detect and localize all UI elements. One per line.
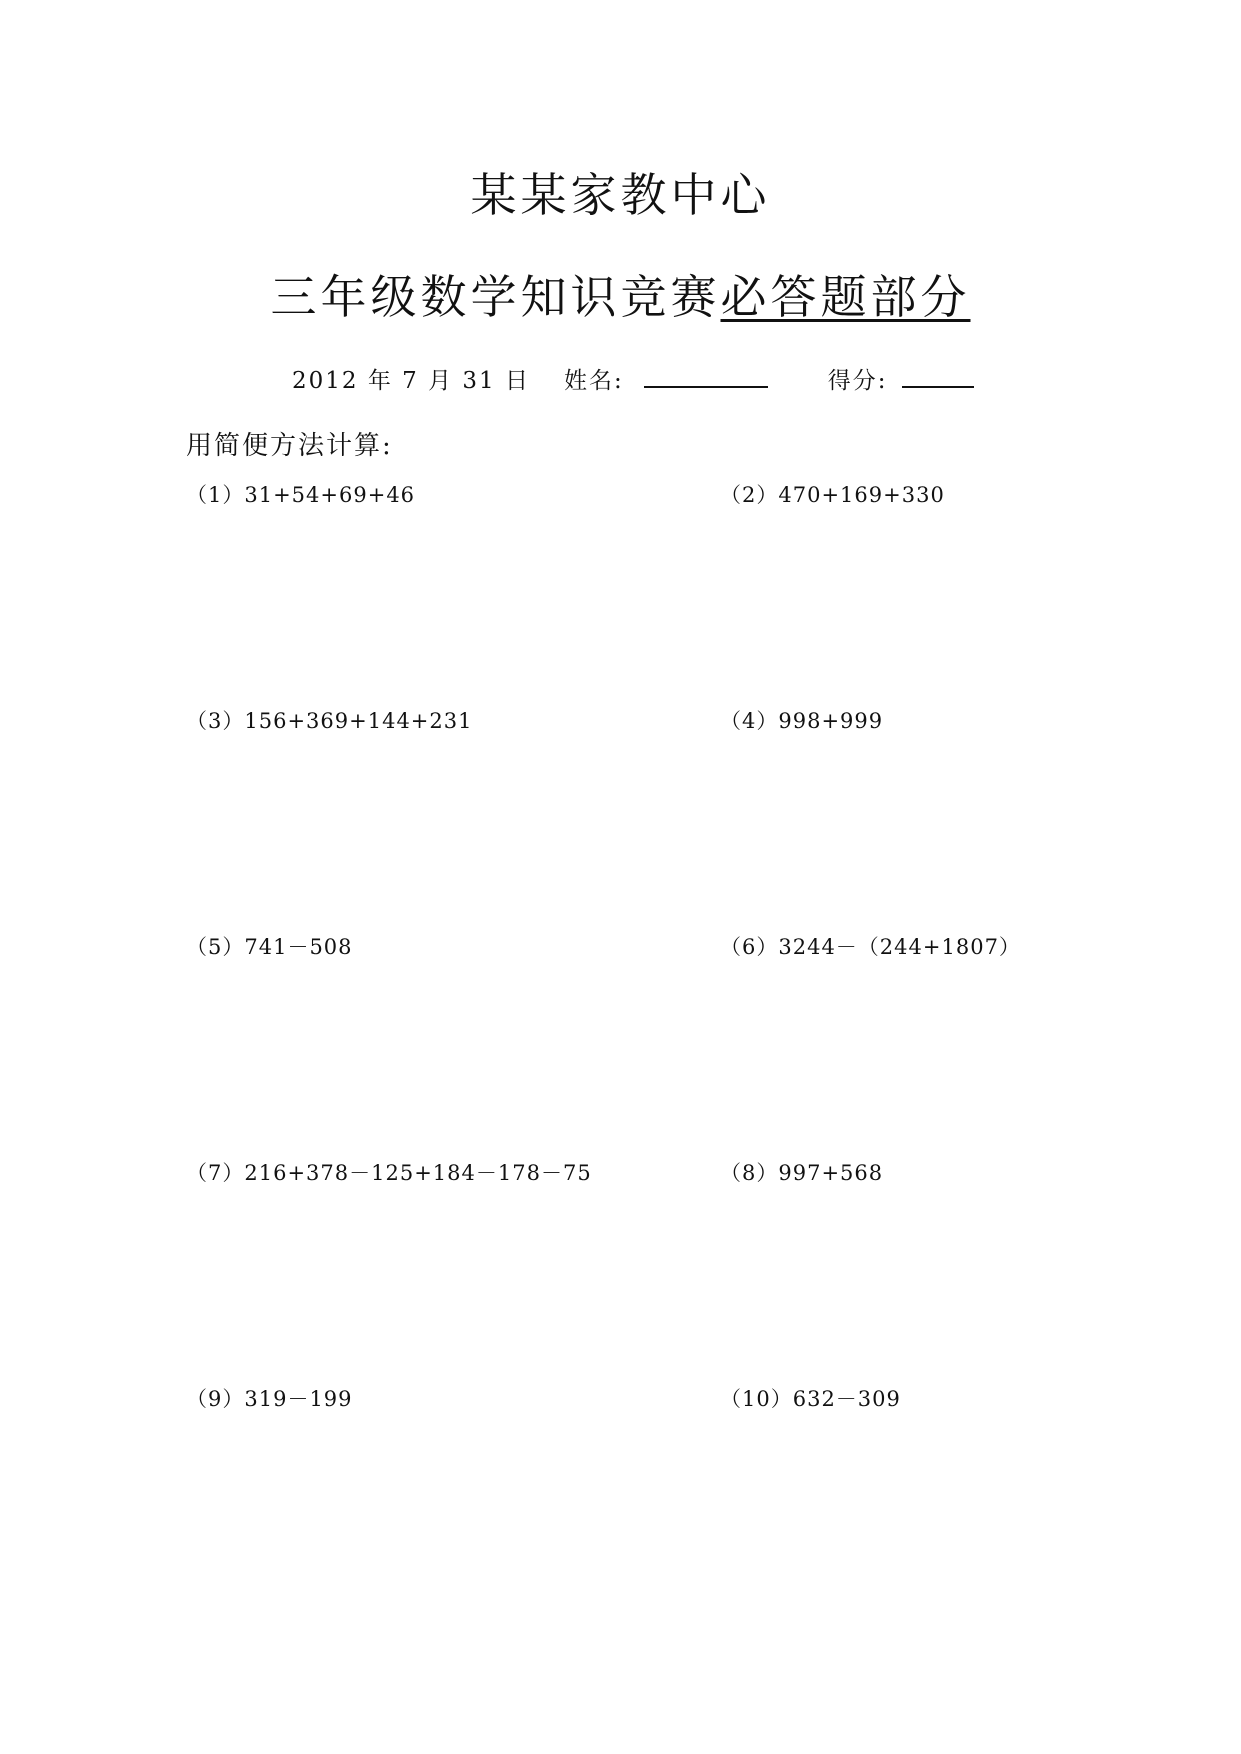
problem-6: （6）3244－（244+1807） [720, 935, 1021, 959]
name-label: 姓名: [564, 368, 624, 394]
problem-2: （2）470+169+330 [720, 483, 945, 507]
score-label: 得分: [827, 368, 888, 394]
problem-5: （5）741－508 [186, 935, 353, 959]
problem-4: （4）998+999 [720, 709, 884, 733]
worksheet-title-section: 必答题部分 [720, 270, 971, 324]
problem-9: （9）319－199 [186, 1387, 353, 1411]
worksheet-title-main: 三年级数学知识竞赛 [270, 270, 721, 324]
name-blank[interactable] [644, 362, 768, 388]
worksheet-title [0, 270, 1241, 325]
score-blank[interactable] [902, 362, 974, 388]
problem-8: （8）997+568 [720, 1161, 884, 1185]
problem-10: （10）632－309 [720, 1387, 901, 1411]
problem-7: （7）216+378－125+184－178－75 [186, 1161, 592, 1185]
instruction-text: 用简便方法计算: [186, 431, 393, 461]
info-line [292, 362, 974, 395]
center-title: 某某家教中心 [470, 168, 771, 222]
date-text: 2012 年 7 月 31 日 [292, 368, 530, 394]
problem-3: （3）156+369+144+231 [186, 709, 473, 733]
problem-1: （1）31+54+69+46 [186, 483, 416, 507]
